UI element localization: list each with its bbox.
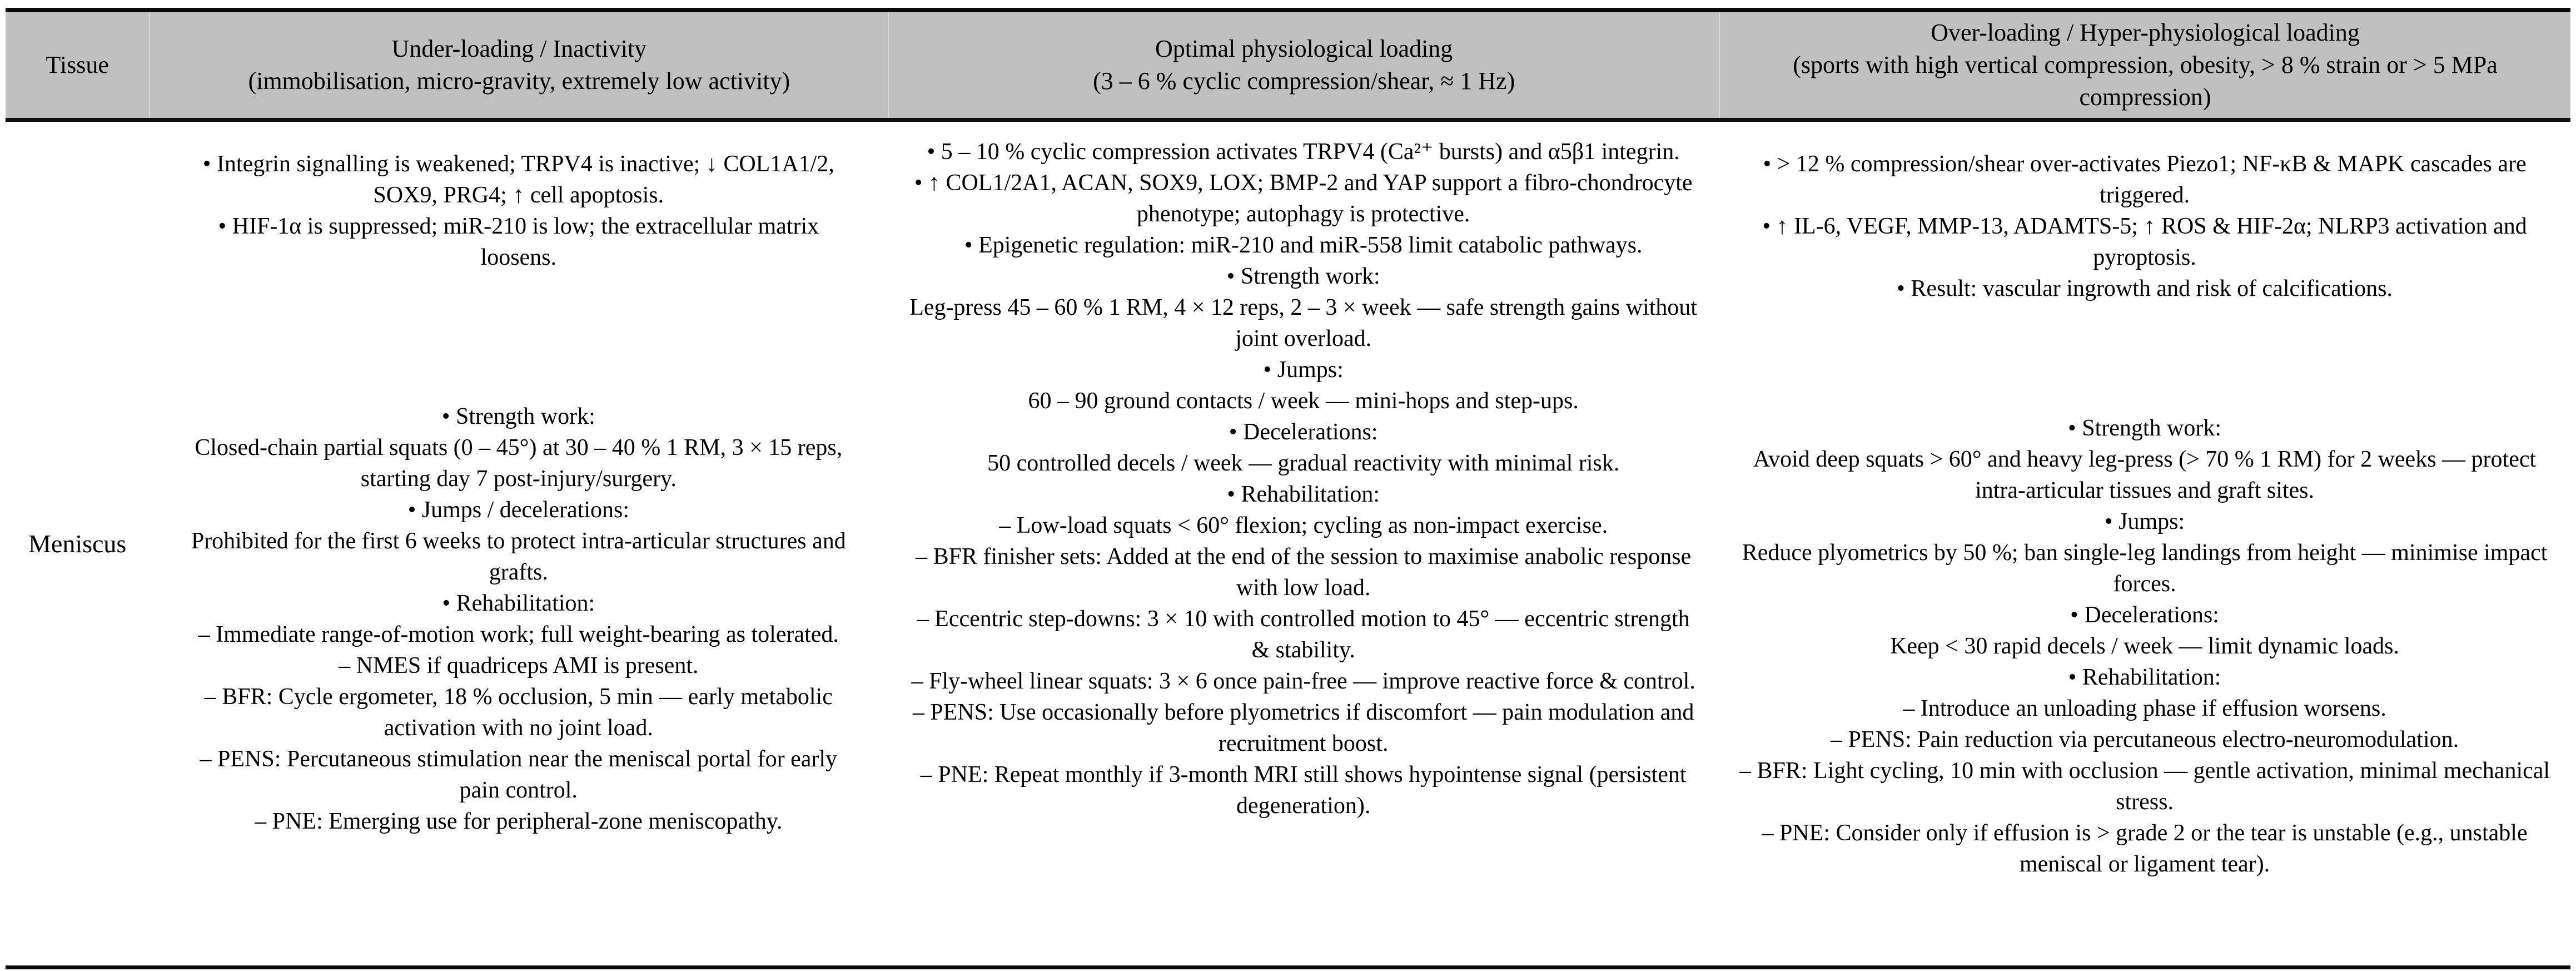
table-cell-paragraph: Keep < 30 rapid decels / week — limit dynamic loads.	[1890, 633, 2400, 659]
header-tissue-label: Tissue	[46, 51, 109, 78]
underloading-training-block	[185, 401, 852, 837]
optimal-content-block	[908, 136, 1699, 821]
table-cell-paragraph: Closed-chain partial squats (0 – 45°) at 30 – 40 % 1 RM, 3 × 15 reps, starting day 7 post-injury/surgery.	[195, 435, 843, 492]
table-cell-paragraph: • Rehabilitation:	[1227, 482, 1380, 507]
header-cell-tissue	[6, 12, 149, 118]
table-cell-paragraph: • Epigenetic regulation: miR-210 and miR-558 limit catabolic pathways.	[964, 232, 1643, 258]
table-cell-paragraph: 60 – 90 ground contacts / week — mini-hops and step-ups.	[1028, 388, 1579, 414]
table-cell-paragraph: – NMES if quadriceps AMI is present.	[339, 653, 699, 678]
table-cell-paragraph: – PENS: Percutaneous stimulation near the meniscal portal for early pain control.	[200, 746, 838, 803]
table-top-rule	[6, 8, 2570, 12]
table-cell-paragraph: Prohibited for the first 6 weeks to protect intra-articular structures and grafts.	[191, 528, 846, 585]
table-body-row-meniscus	[6, 122, 2570, 965]
table-cell-paragraph: – PNE: Repeat monthly if 3-month MRI still shows hypointense signal (persistent degeneration).	[920, 762, 1687, 819]
table-cell-paragraph: – Immediate range-of-motion work; full weight-bearing as tolerated.	[198, 622, 839, 647]
header-optimal-title: Optimal physiological loading	[1155, 35, 1453, 62]
table-cell-paragraph: – Eccentric step-downs: 3 × 10 with controlled motion to 45° — eccentric strength & stability.	[917, 606, 1690, 663]
table-cell-paragraph: – BFR: Cycle ergometer, 18 % occlusion, 5 min — early metabolic activation with no joint load.	[204, 684, 833, 741]
table-cell-paragraph: – PNE: Emerging use for peripheral-zone meniscopathy.	[255, 809, 783, 834]
header-cell-underloading	[149, 12, 888, 118]
table-cell-paragraph: – PENS: Pain reduction via percutaneous electro-neuromodulation.	[1830, 727, 2459, 752]
tissue-label: Meniscus	[28, 529, 127, 558]
header-overloading-subtitle: (sports with high vertical compression, obesity, > 8 % strain or > 5 MPa compression)	[1793, 51, 2498, 111]
overloading-training-block	[1735, 413, 2554, 880]
table-cell-paragraph: Reduce plyometrics by 50 %; ban single-leg landings from height — minimise impact forces.	[1742, 540, 2548, 597]
table-cell-paragraph: • HIF-1α is suppressed; miR-210 is low; the extracellular matrix loosens.	[218, 214, 819, 270]
table-cell-paragraph: • Strength work:	[2068, 415, 2222, 441]
table-cell-paragraph: – PNE: Consider only if effusion is > grade 2 or the tear is unstable (e.g., unstable meniscal or ligament tear).	[1762, 820, 2528, 877]
cell-tissue	[6, 122, 149, 965]
table-cell-paragraph: • Integrin signalling is weakened; TRPV4 is inactive; ↓ COL1A1/2, SOX9, PRG4; ↑ cell apoptosis.	[202, 151, 834, 208]
table-cell-paragraph: • Strength work:	[1226, 264, 1380, 289]
table-cell-paragraph: – Fly-wheel linear squats: 3 × 6 once pain-free — improve reactive force & control.	[911, 668, 1695, 694]
cell-overloading	[1719, 122, 2570, 965]
header-overloading-title: Over-loading / Hyper-physiological loading	[1931, 19, 2360, 46]
table-cell-paragraph: – Low-load squats < 60° flexion; cycling as non-impact exercise.	[999, 513, 1608, 538]
table-cell-paragraph: • Decelerations:	[1229, 419, 1378, 445]
table-header-row	[6, 12, 2570, 122]
header-underloading-title: Under-loading / Inactivity	[391, 35, 647, 62]
table-cell-paragraph: • Result: vascular ingrowth and risk of calcifications.	[1897, 276, 2393, 301]
table-cell-paragraph: Leg-press 45 – 60 % 1 RM, 4 × 12 reps, 2 – 3 × week — safe strength gains without joint overload.	[909, 295, 1698, 351]
table-cell-paragraph: • Jumps / decelerations:	[407, 497, 630, 523]
table-cell-paragraph: 50 controlled decels / week — gradual reactivity with minimal risk.	[987, 450, 1620, 476]
table-cell-paragraph: • > 12 % compression/shear over-activates Piezo1; NF-κB & MAPK cascades are triggered.	[1763, 151, 2527, 208]
table-cell-paragraph: – Introduce an unloading phase if effusion worsens.	[1903, 696, 2386, 721]
table-cell-paragraph: • Jumps:	[2104, 509, 2185, 534]
table-bottom-rule	[6, 965, 2570, 969]
table-cell-paragraph: – BFR: Light cycling, 10 min with occlusion — gentle activation, minimal mechanical stress.	[1739, 758, 2550, 815]
table-cell-paragraph: • ↑ COL1/2A1, ACAN, SOX9, LOX; BMP-2 and YAP support a fibro-chondrocyte phenotype; autophagy is protective.	[914, 170, 1693, 227]
cell-underloading	[149, 122, 888, 965]
table-cell-paragraph: • ↑ IL-6, VEGF, MMP-13, ADAMTS-5; ↑ ROS & HIF-2α; NLRP3 activation and pyroptosis.	[1762, 214, 2527, 270]
underloading-mechanisms-block	[185, 148, 852, 273]
header-cell-optimal	[888, 12, 1719, 118]
cell-optimal	[888, 122, 1719, 965]
table-cell-paragraph: – PENS: Use occasionally before plyometrics if discomfort — pain modulation and recruitment boost.	[912, 700, 1694, 756]
table-cell-paragraph: Avoid deep squats > 60° and heavy leg-press (> 70 % 1 RM) for 2 weeks — protect intra-articular tissues and graft sites.	[1753, 447, 2537, 503]
header-underloading-subtitle: (immobilisation, micro-gravity, extremely low activity)	[248, 67, 790, 95]
table-cell-paragraph: • Jumps:	[1263, 357, 1344, 383]
overloading-mechanisms-block	[1735, 148, 2554, 304]
table-cell-paragraph: • Rehabilitation:	[442, 591, 595, 616]
table-cell-paragraph: • Strength work:	[441, 404, 595, 429]
table-cell-paragraph: – BFR finisher sets: Added at the end of the session to maximise anabolic response with low load.	[916, 544, 1692, 601]
table-cell-paragraph: • Decelerations:	[2070, 602, 2219, 628]
header-optimal-subtitle: (3 – 6 % cyclic compression/shear, ≈ 1 Hz)	[1093, 67, 1515, 95]
tissue-loading-table	[6, 8, 2570, 969]
table-cell-paragraph: • Rehabilitation:	[2068, 665, 2221, 690]
table-cell-paragraph: • 5 – 10 % cyclic compression activates TRPV4 (Ca²⁺ bursts) and α5β1 integrin.	[927, 139, 1680, 165]
header-cell-overloading	[1719, 12, 2570, 118]
